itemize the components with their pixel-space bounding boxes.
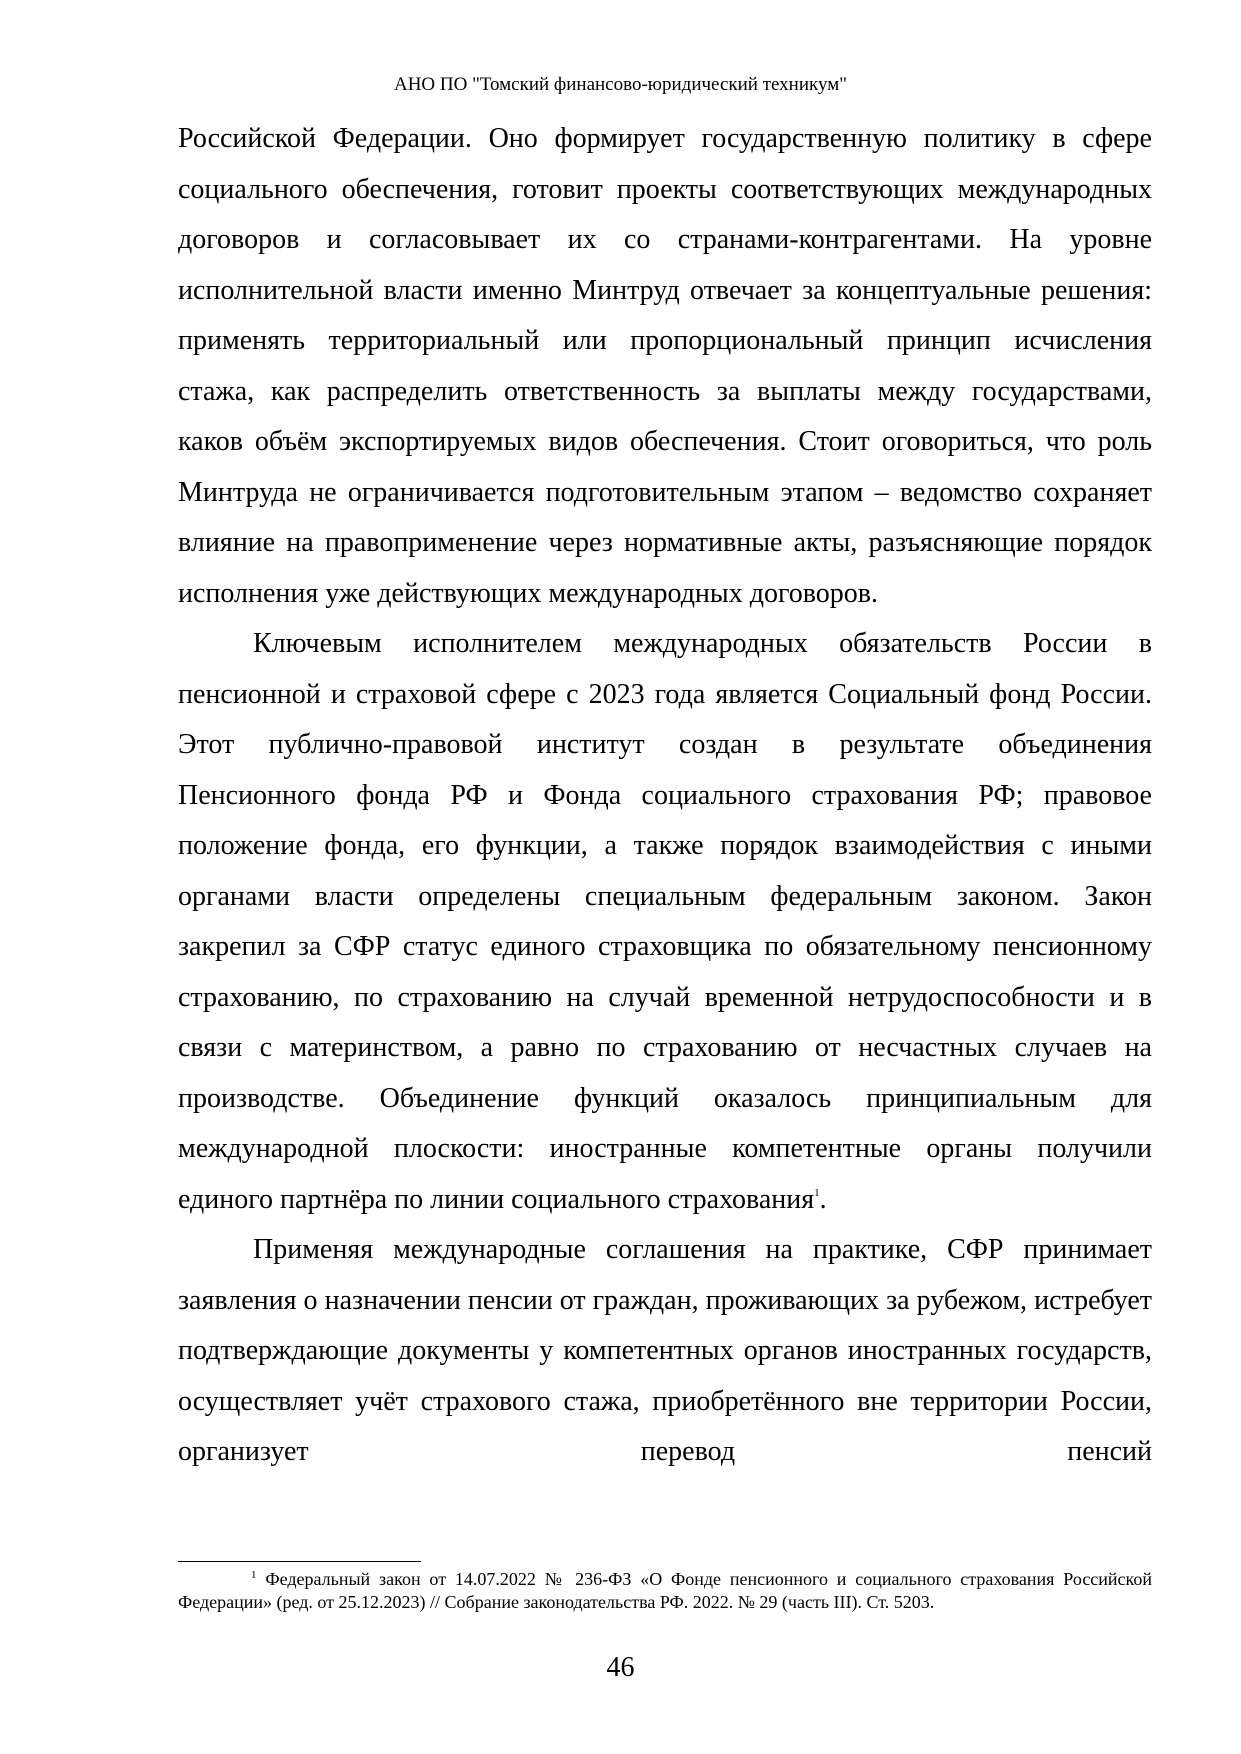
- paragraph-1: Российской Федерации. Оно формирует государственную политику в сфере социального обеспечения, готовит проекты соответствующих международных договоров и согласовывает их со странами-контрагентами. На уровне исполнительной власти именно Минтруд отвечает за концептуальные решения: применять территориальный или пропорциональный принцип исчисления стажа, как распределить ответственность за выплаты между государствами, каков объём экспортируемых видов обеспечения. Стоит оговориться, что роль Минтруда не ограничивается подготовительным этапом – ведомство сохраняет влияние на правоприменение через нормативные акты, разъясняющие порядок исполнения уже действующих международных договоров.: [178, 123, 1152, 609]
- footnote-reference[interactable]: 1: [814, 1186, 820, 1199]
- paragraph-2-text: Ключевым исполнителем международных обязательств России в пенсионной и страховой сфере с 2023 года является Социальный фонд России. Этот публично-правовой институт создан в результате объединения Пенсионного фонда РФ и Фонда социального страхования РФ; правовое положение фонда, его функции, а также порядок взаимодействия с иными органами власти определены специальным федеральным законом. Закон закрепил за СФР статус единого страховщика по обязательному пенсионному страхованию, по страхованию на случай временной нетрудоспособности и в связи с материнством, а равно по страхованию от несчастных случаев на производстве. Объединение функций оказалось принципиальным для международной плоскости: иностранные компетентные органы получили единого партнёра по линии социального страхования: [178, 628, 1152, 1215]
- paragraph-2: [178, 619, 1152, 1225]
- paragraph-2-end: .: [819, 1183, 827, 1215]
- page-header: АНО ПО "Томский финансово-юридический техникум": [393, 74, 848, 95]
- footnote-separator: [178, 1561, 421, 1562]
- page-number: 46: [606, 1652, 635, 1683]
- footnote: [178, 1568, 1152, 1614]
- footnote-text: Федеральный закон от 14.07.2022 № 236-ФЗ «О Фонде пенсионного и социального страхования Российской Федерации» (ред. от 25.12.2023) // Собрание законодательства РФ. 2022. № 29 (часть III). Ст. 5203.: [178, 1569, 1153, 1612]
- paragraph-3: Применяя международные соглашения на практике, СФР принимает заявления о назначении пенсии от граждан, проживающих за рубежом, истребует подтверждающие документы у компетентных органов иностранных государств, осуществляет учёт страхового стажа, приобретённого вне территории России, организует перевод пенсий: [178, 1234, 1152, 1467]
- footnote-number: 1: [251, 1569, 257, 1581]
- main-text: [178, 114, 1152, 1478]
